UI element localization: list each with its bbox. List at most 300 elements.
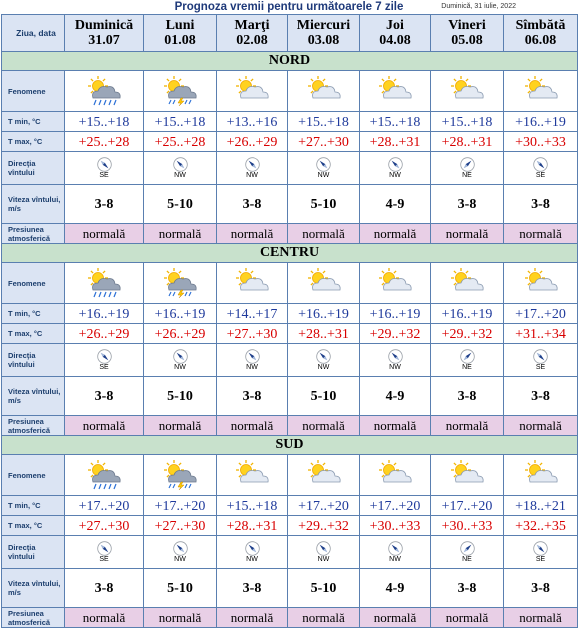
tmin-value: +13..+16: [226, 114, 278, 130]
wind-speed-value: 3-8: [457, 389, 477, 404]
tmax-value: +26..+29: [226, 134, 278, 150]
pressure-value: normală: [230, 609, 274, 625]
region-name: NORD: [2, 52, 578, 71]
pressure-value: normală: [158, 609, 202, 625]
day-date: 02.08: [236, 33, 268, 48]
tmax-cell: [288, 516, 360, 536]
pressure-cell: [288, 608, 360, 628]
wind-direction-icon: [245, 349, 260, 364]
day-name: Marţi: [234, 18, 270, 33]
tmax-cell: [360, 516, 431, 536]
tmax-value: +28..+31: [226, 518, 278, 534]
wind-direction-value: NW: [246, 171, 258, 179]
forecast-table: [1, 14, 578, 628]
pressure-value: normală: [373, 417, 417, 433]
wind-direction-value: SE: [99, 363, 109, 371]
wind-speed-value: 5-10: [167, 197, 193, 212]
day-name: Vineri: [448, 18, 486, 33]
tmin-row: [2, 496, 578, 516]
wind-speed-cell: [360, 185, 431, 224]
wind-speed-value: 5-10: [167, 581, 193, 596]
wind-direction-icon: [460, 349, 475, 364]
tmin-value: +16..+19: [154, 306, 206, 322]
tmin-cell: [217, 304, 288, 324]
phenomena-label: Fenomene: [2, 263, 65, 304]
weather-cell: [65, 71, 144, 112]
wind-direction-value: NE: [462, 555, 472, 563]
pressure-value: normală: [158, 225, 202, 241]
wind-direction-cell: [360, 344, 431, 377]
tmin-value: +14..+17: [226, 306, 278, 322]
tmin-value: +17..+20: [154, 498, 206, 514]
tmax-value: +26..+29: [154, 326, 206, 342]
day-date: 03.08: [307, 33, 340, 48]
pressure-value: normală: [302, 417, 345, 433]
wind-direction-cell: [360, 152, 431, 185]
wind-speed-cell: [144, 185, 217, 224]
phenomena-row: [2, 263, 578, 304]
weather-cell: [217, 263, 288, 304]
tmax-cell: [144, 324, 217, 344]
wind-speed-value: 4-9: [385, 197, 405, 212]
pressure-row: [2, 608, 578, 628]
tmin-cell: [431, 496, 504, 516]
tmin-value: +17..+20: [78, 498, 130, 514]
wind-direction-icon: [460, 541, 475, 556]
tmax-value: +28..+31: [298, 326, 349, 342]
pressure-cell: [360, 416, 431, 436]
wind-speed-value: 3-8: [457, 581, 477, 596]
tmax-row: [2, 132, 578, 152]
wind-direction-cell: [65, 536, 144, 569]
wind-direction-value: SE: [99, 171, 109, 179]
pressure-cell: [431, 224, 504, 244]
tmin-cell: [431, 112, 504, 132]
wind-direction-value: NW: [389, 555, 401, 563]
tmin-value: +15..+18: [78, 114, 130, 130]
wind-direction-icon: [245, 157, 260, 172]
sun-cloud-icon: [521, 268, 561, 298]
tmax-cell: [217, 132, 288, 152]
wind-direction-cell: [504, 536, 578, 569]
sun-cloud-icon: [304, 76, 344, 106]
wind-direction-label: Direcţia vîntului: [2, 536, 65, 569]
tmin-cell: [65, 496, 144, 516]
tmax-cell: [504, 324, 578, 344]
weather-cell: [431, 455, 504, 496]
pressure-value: normală: [519, 225, 562, 241]
day-name: Duminică: [74, 18, 134, 33]
header-date: Duminică, 31 iulie, 2022: [441, 3, 516, 10]
tmax-cell: [217, 516, 288, 536]
pressure-cell: [144, 608, 217, 628]
tmax-value: +28..+31: [369, 134, 421, 150]
tmin-value: +16..+19: [78, 306, 130, 322]
tmax-value: +27..+30: [78, 518, 130, 534]
tmin-cell: [360, 304, 431, 324]
day-date: 04.08: [379, 33, 411, 48]
wind-speed-cell: [504, 569, 578, 608]
wind-speed-label: Viteza vîntului, m/s: [2, 185, 65, 224]
tmax-value: +27..+30: [154, 518, 206, 534]
wind-speed-cell: [65, 185, 144, 224]
weather-cell: [360, 455, 431, 496]
tmax-value: +29..+32: [369, 326, 421, 342]
tmin-value: +15..+18: [226, 498, 278, 514]
weather-cell: [65, 455, 144, 496]
tmax-cell: [65, 132, 144, 152]
pressure-cell: [288, 224, 360, 244]
wind-direction-icon: [97, 157, 112, 172]
wind-direction-cell: [65, 152, 144, 185]
wind-speed-cell: [217, 569, 288, 608]
tmin-value: +17..+20: [298, 498, 349, 514]
tmin-label: T min, °C: [2, 112, 65, 132]
tmin-cell: [288, 112, 360, 132]
tmin-value: +15..+18: [298, 114, 349, 130]
weather-cell: [65, 263, 144, 304]
tmax-value: +25..+28: [154, 134, 206, 150]
weather-cell: [288, 263, 360, 304]
wind-direction-label: Direcţia vîntului: [2, 152, 65, 185]
wind-direction-cell: [431, 536, 504, 569]
pressure-cell: [144, 416, 217, 436]
wind-speed-cell: [431, 185, 504, 224]
tmin-value: +18..+21: [515, 498, 566, 514]
wind-direction-cell: [431, 344, 504, 377]
tmax-label: T max, °C: [2, 132, 65, 152]
wind-speed-value: 3-8: [242, 389, 262, 404]
sun-cloud-icon: [447, 268, 487, 298]
weather-cell: [144, 71, 217, 112]
wind-speed-value: 3-8: [242, 581, 262, 596]
tmin-value: +16..+19: [369, 306, 421, 322]
region-header-row: [2, 436, 578, 455]
sun-cloud-icon: [521, 460, 561, 490]
region-name: CENTRU: [2, 244, 578, 263]
pressure-value: normală: [445, 417, 489, 433]
pressure-cell: [217, 224, 288, 244]
wind-direction-value: NW: [174, 555, 186, 563]
wind-speed-value: 3-8: [531, 581, 550, 596]
wind-speed-value: 3-8: [94, 389, 114, 404]
pressure-cell: [217, 416, 288, 436]
pressure-value: normală: [230, 417, 274, 433]
wind-speed-cell: [288, 377, 360, 416]
wind-direction-cell: [217, 344, 288, 377]
sun-cloud-icon: [375, 460, 415, 490]
pressure-label: Presiunea atmosferică: [2, 224, 65, 244]
pressure-value: normală: [82, 225, 126, 241]
wind-speed-cell: [360, 377, 431, 416]
wind-direction-value: NW: [317, 555, 330, 563]
pressure-cell: [360, 224, 431, 244]
tmin-cell: [144, 112, 217, 132]
sun-cloud-icon: [232, 268, 272, 298]
wind-speed-cell: [217, 185, 288, 224]
wind-direction-label: Direcţia vîntului: [2, 344, 65, 377]
pressure-value: normală: [519, 417, 562, 433]
pressure-cell: [504, 416, 578, 436]
sun-cloud-icon: [375, 76, 415, 106]
wind-speed-value: 5-10: [310, 581, 337, 596]
pressure-cell: [431, 608, 504, 628]
wind-speed-cell: [217, 377, 288, 416]
day-date: 01.08: [164, 33, 196, 48]
wind-direction-icon: [533, 541, 548, 556]
pressure-value: normală: [302, 225, 345, 241]
pressure-value: normală: [373, 609, 417, 625]
tmax-cell: [288, 324, 360, 344]
wind-speed-label: Viteza vîntului, m/s: [2, 377, 65, 416]
wind-direction-cell: [288, 344, 360, 377]
day-date: 31.07: [88, 33, 120, 48]
wind-direction-value: NW: [246, 555, 258, 563]
weather-cell: [144, 263, 217, 304]
tmin-value: +16..+19: [515, 114, 566, 130]
wind-direction-value: NW: [317, 171, 330, 179]
weather-cell: [504, 71, 578, 112]
tmin-cell: [144, 304, 217, 324]
wind-speed-value: 4-9: [385, 581, 405, 596]
phenomena-label: Fenomene: [2, 71, 65, 112]
tmax-row: [2, 516, 578, 536]
tmin-cell: [217, 496, 288, 516]
tmin-cell: [431, 304, 504, 324]
tmax-cell: [431, 516, 504, 536]
day-header: [288, 15, 360, 52]
tmin-cell: [360, 112, 431, 132]
wind-direction-row: [2, 152, 578, 185]
wind-direction-value: NW: [389, 171, 401, 179]
wind-speed-row: [2, 377, 578, 416]
pressure-cell: [504, 608, 578, 628]
pressure-value: normală: [158, 417, 202, 433]
wind-direction-row: [2, 536, 578, 569]
wind-speed-label: Viteza vîntului, m/s: [2, 569, 65, 608]
wind-direction-cell: [504, 152, 578, 185]
tmin-cell: [65, 112, 144, 132]
pressure-value: normală: [445, 225, 489, 241]
day-header: [144, 15, 217, 52]
wind-direction-cell: [431, 152, 504, 185]
day-date: 06.08: [524, 33, 557, 48]
wind-speed-cell: [504, 185, 578, 224]
tmin-value: +17..+20: [369, 498, 421, 514]
tmin-value: +17..+20: [441, 498, 493, 514]
wind-speed-value: 3-8: [242, 197, 262, 212]
day-date: 05.08: [451, 33, 483, 48]
day-name: Luni: [165, 18, 195, 33]
tmin-cell: [288, 496, 360, 516]
weather-cell: [360, 71, 431, 112]
tmax-value: +30..+33: [515, 134, 566, 150]
wind-direction-icon: [388, 157, 403, 172]
wind-direction-cell: [144, 536, 217, 569]
wind-direction-value: NE: [462, 171, 472, 179]
tmax-value: +27..+30: [226, 326, 278, 342]
tmin-value: +16..+19: [441, 306, 493, 322]
pressure-value: normală: [230, 225, 274, 241]
tmin-cell: [360, 496, 431, 516]
pressure-cell: [144, 224, 217, 244]
weather-cell: [217, 71, 288, 112]
wind-speed-row: [2, 185, 578, 224]
sun-cloud-rain-icon: [84, 460, 124, 490]
pressure-label: Presiunea atmosferică: [2, 608, 65, 628]
wind-speed-value: 5-10: [167, 389, 193, 404]
tmin-cell: [504, 304, 578, 324]
wind-direction-cell: [360, 536, 431, 569]
wind-speed-value: 5-10: [310, 197, 337, 212]
days-header-row: [2, 15, 578, 52]
wind-direction-value: SE: [535, 363, 546, 371]
pressure-row: [2, 224, 578, 244]
wind-direction-value: SE: [535, 171, 546, 179]
sun-cloud-thunder-icon: [160, 460, 200, 490]
tmin-value: +16..+19: [298, 306, 349, 322]
weather-cell: [360, 263, 431, 304]
tmax-label: T max, °C: [2, 516, 65, 536]
wind-direction-cell: [217, 536, 288, 569]
tmin-row: [2, 304, 578, 324]
wind-direction-row: [2, 344, 578, 377]
tmax-cell: [360, 132, 431, 152]
tmax-cell: [504, 516, 578, 536]
tmin-label: T min, °C: [2, 496, 65, 516]
wind-direction-icon: [460, 157, 475, 172]
tmin-cell: [504, 496, 578, 516]
tmax-cell: [504, 132, 578, 152]
weather-cell: [217, 455, 288, 496]
sun-cloud-rain-icon: [84, 76, 124, 106]
wind-speed-value: 3-8: [531, 389, 550, 404]
phenomena-label: Fenomene: [2, 455, 65, 496]
weather-cell: [431, 263, 504, 304]
wind-speed-row: [2, 569, 578, 608]
phenomena-row: [2, 455, 578, 496]
pressure-row: [2, 416, 578, 436]
pressure-value: normală: [82, 609, 126, 625]
wind-direction-cell: [65, 344, 144, 377]
weather-cell: [144, 455, 217, 496]
weather-cell: [431, 71, 504, 112]
wind-speed-value: 5-10: [310, 389, 337, 404]
pressure-value: normală: [373, 225, 417, 241]
tmax-cell: [431, 132, 504, 152]
pressure-label: Presiunea atmosferică: [2, 416, 65, 436]
page-title: Prognoza vremii pentru următoarele 7 zile: [174, 1, 404, 13]
pressure-cell: [431, 416, 504, 436]
sun-cloud-thunder-icon: [160, 76, 200, 106]
wind-speed-value: 3-8: [531, 197, 550, 212]
pressure-cell: [65, 224, 144, 244]
wind-speed-cell: [431, 377, 504, 416]
tmin-cell: [504, 112, 578, 132]
wind-direction-value: NW: [174, 363, 186, 371]
wind-direction-cell: [504, 344, 578, 377]
wind-speed-cell: [288, 569, 360, 608]
tmax-value: +28..+31: [441, 134, 493, 150]
tmin-cell: [144, 496, 217, 516]
sun-cloud-icon: [304, 460, 344, 490]
wind-direction-icon: [173, 157, 188, 172]
region-header-row: [2, 52, 578, 71]
tmax-row: [2, 324, 578, 344]
day-name: Sîmbătă: [515, 18, 566, 33]
tmax-value: +30..+33: [441, 518, 493, 534]
tmax-value: +31..+34: [515, 326, 566, 342]
tmax-cell: [288, 132, 360, 152]
day-name: Joi: [386, 18, 404, 33]
day-header: [431, 15, 504, 52]
tmin-cell: [217, 112, 288, 132]
pressure-cell: [65, 608, 144, 628]
wind-direction-icon: [97, 349, 112, 364]
wind-speed-cell: [431, 569, 504, 608]
wind-direction-cell: [217, 152, 288, 185]
wind-direction-value: NE: [462, 363, 472, 371]
wind-direction-icon: [388, 349, 403, 364]
sun-cloud-icon: [304, 268, 344, 298]
pressure-value: normală: [302, 609, 345, 625]
sun-cloud-thunder-icon: [160, 268, 200, 298]
tmax-cell: [65, 324, 144, 344]
day-header: [65, 15, 144, 52]
tmax-value: +30..+33: [369, 518, 421, 534]
wind-direction-icon: [533, 157, 548, 172]
wind-speed-cell: [65, 569, 144, 608]
wind-speed-cell: [360, 569, 431, 608]
weather-cell: [288, 71, 360, 112]
tmax-cell: [144, 516, 217, 536]
wind-direction-icon: [173, 349, 188, 364]
tmin-label: T min, °C: [2, 304, 65, 324]
wind-direction-cell: [144, 344, 217, 377]
phenomena-row: [2, 71, 578, 112]
wind-direction-icon: [97, 541, 112, 556]
tmax-value: +25..+28: [78, 134, 130, 150]
day-header: [504, 15, 578, 52]
tmin-value: +15..+18: [154, 114, 206, 130]
sun-cloud-icon: [447, 76, 487, 106]
tmin-value: +17..+20: [515, 306, 566, 322]
wind-direction-cell: [144, 152, 217, 185]
wind-direction-value: NW: [317, 363, 330, 371]
wind-direction-icon: [316, 541, 331, 556]
tmin-row: [2, 112, 578, 132]
pressure-value: normală: [519, 609, 562, 625]
tmin-value: +15..+18: [441, 114, 493, 130]
tmax-cell: [360, 324, 431, 344]
wind-direction-value: SE: [535, 555, 546, 563]
region-header-row: [2, 244, 578, 263]
sun-cloud-icon: [447, 460, 487, 490]
tmax-cell: [217, 324, 288, 344]
pressure-cell: [360, 608, 431, 628]
wind-speed-value: 3-8: [94, 197, 114, 212]
wind-direction-icon: [388, 541, 403, 556]
tmin-cell: [65, 304, 144, 324]
day-name: Miercuri: [296, 18, 351, 33]
wind-direction-value: NW: [389, 363, 401, 371]
wind-speed-cell: [65, 377, 144, 416]
wind-direction-icon: [533, 349, 548, 364]
wind-direction-value: SE: [99, 555, 109, 563]
wind-direction-value: NW: [246, 363, 258, 371]
tmax-value: +26..+29: [78, 326, 130, 342]
pressure-value: normală: [82, 417, 126, 433]
